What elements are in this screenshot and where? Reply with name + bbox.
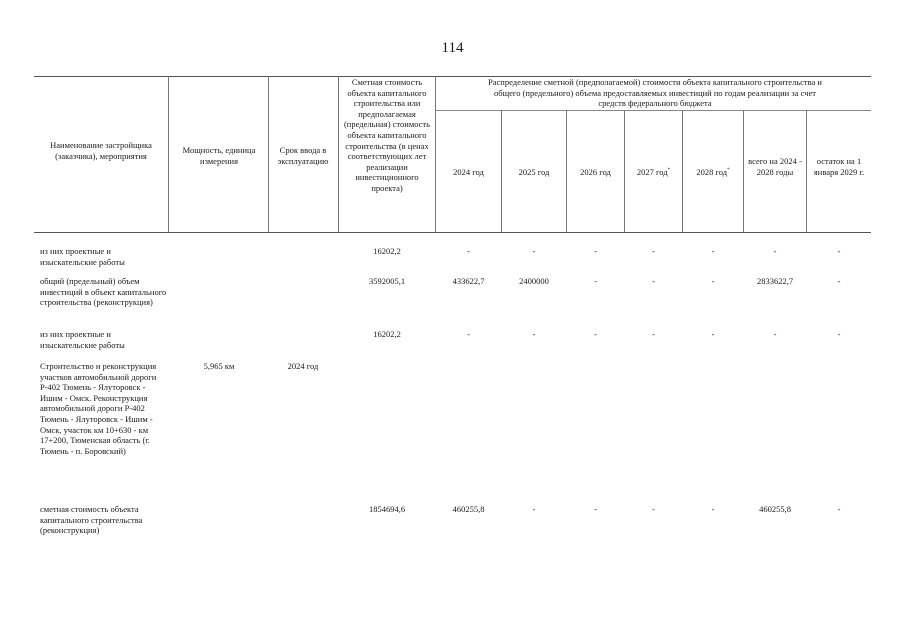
row-2024: -	[467, 246, 470, 256]
header-name: Наименование застройщика (заказчика), мероприятия	[50, 140, 152, 161]
header-commissioning: Срок ввода в эксплуатацию	[277, 145, 329, 166]
row-2025: -	[532, 246, 536, 256]
row-2026: -	[594, 276, 597, 286]
row-2025: -	[532, 329, 536, 339]
row-name: из них проектные и изыскательские работы	[40, 246, 125, 267]
header-distribution: Распределение сметной (предполагаемой) стоимости объекта капитального строительства и общего (предельного) объема предоставляемых инвестиций по годам реализации за счет средств федерального бюджета	[488, 77, 822, 109]
header-year-2024: 2024 год	[453, 167, 484, 177]
header-year-2027: 2027 год*	[636, 167, 671, 177]
row-cost: 1854694,6	[368, 504, 406, 514]
row-2026: -	[594, 329, 597, 339]
col-divider	[743, 110, 744, 232]
row-total: 460255,8	[759, 504, 791, 514]
row-2027: -	[652, 504, 655, 514]
header-total: всего на 2024 - 2028 годы	[748, 156, 802, 177]
header-capacity: Мощность, единица измерения	[182, 145, 256, 166]
row-2024: -	[467, 329, 470, 339]
header-estimated-cost: Сметная стоимость объекта капитального строительства или предполагаемая (предельная) стоимость объекта капитального строительства (в ценах соответствующих лет реализации инвестиционного проекта)	[343, 77, 431, 193]
row-2028: -	[711, 504, 715, 514]
row-2027: -	[652, 246, 655, 256]
header-year-2028: 2028 год*	[696, 167, 730, 177]
row-capacity: 5,965 км	[203, 361, 235, 371]
row-name: из них проектные и изыскательские работы	[40, 329, 125, 350]
row-2026: -	[594, 246, 597, 256]
row-2026: -	[594, 504, 597, 514]
row-remainder: -	[837, 504, 841, 514]
col-divider	[268, 76, 269, 232]
row-name: Строительство и реконструкция участков автомобильной дороги Р-402 Тюмень - Ялуторовск - Ишим - Омск. Реконструкция автомобильной дороги Р-402 Тюмень - Ялуторовск - Ишим - Омск, участок км 10+630 - км 17+200, Тюменская область (г. Тюмень - п. Боровский)	[40, 361, 157, 456]
row-cost: 16202,2	[373, 329, 401, 339]
row-total: -	[773, 329, 777, 339]
header-bottom-border	[34, 232, 871, 233]
header-remainder: остаток на 1 января 2029 г.	[813, 156, 865, 177]
row-2027: -	[652, 276, 655, 286]
row-total: -	[773, 246, 777, 256]
row-2024: 460255,8	[452, 504, 485, 514]
col-divider	[338, 76, 339, 232]
row-2028: -	[711, 246, 715, 256]
row-cost: 16202,2	[373, 246, 401, 256]
col-divider	[168, 76, 169, 232]
row-remainder: -	[837, 276, 841, 286]
row-name: общий (предельный) объем инвестиций в объект капитального строительства (реконструкция)	[40, 276, 167, 308]
col-divider	[806, 110, 807, 232]
row-2025: 2400000	[519, 276, 549, 286]
header-year-2025: 2025 год	[518, 167, 550, 177]
row-remainder: -	[837, 329, 841, 339]
row-2028: -	[711, 276, 715, 286]
row-2027: -	[652, 329, 655, 339]
row-name: сметная стоимость объекта капитального строительства (реконструкция)	[40, 504, 143, 536]
row-cost: 3592005,1	[368, 276, 406, 286]
page-number: 114	[441, 40, 464, 56]
col-divider	[435, 76, 436, 232]
row-2025: -	[532, 504, 536, 514]
row-2024: 433622,7	[452, 276, 485, 286]
row-remainder: -	[837, 246, 841, 256]
row-total: 2833622,7	[756, 276, 794, 286]
row-commissioning: 2024 год	[287, 361, 319, 371]
row-2028: -	[711, 329, 715, 339]
header-year-2026: 2026 год	[580, 167, 611, 177]
